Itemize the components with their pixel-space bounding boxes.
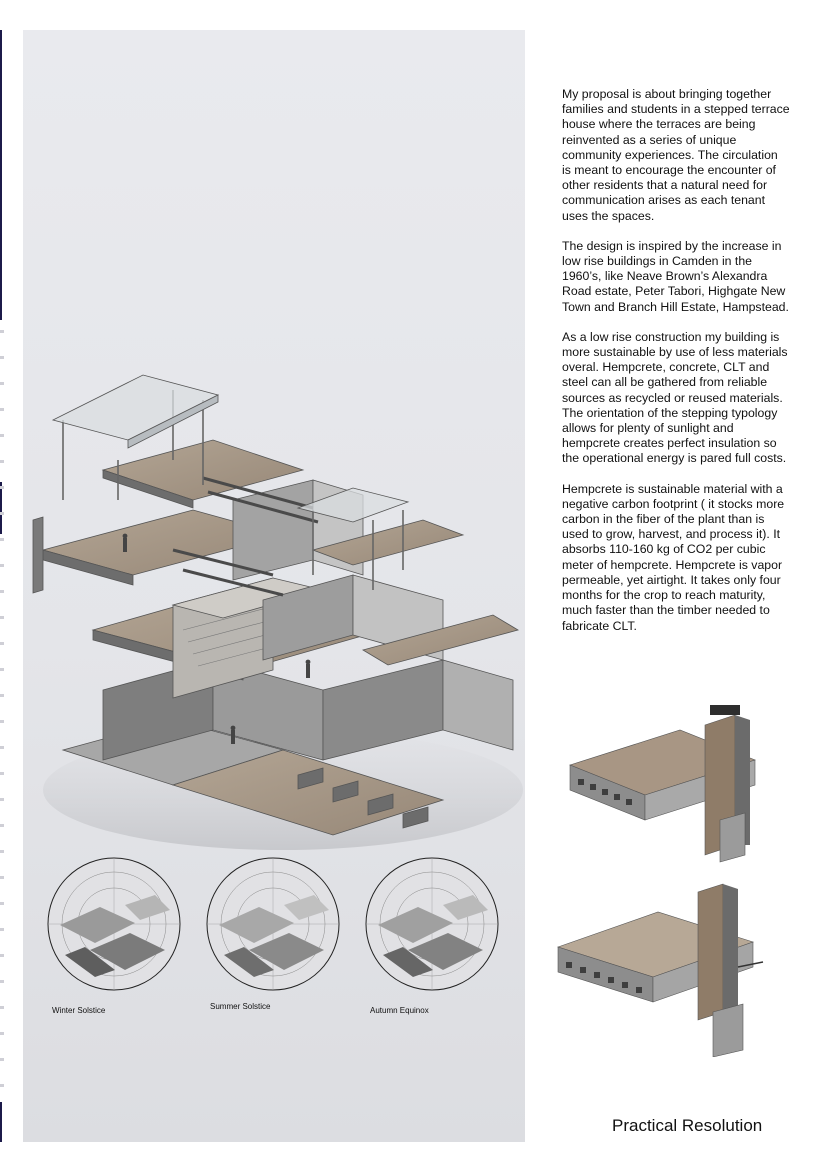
paragraph-sustainability: As a low rise construction my building is more sustainable by use of less materials overal. Hempcrete, concrete, CLT and steel can all be gathered from reliable sources as recycled or reused materials. The orientation of the stepping typology allows for plenty of sunlight and hempcrete creates perfect insulation so the operational energy is pared full costs. [562, 329, 788, 466]
exploded-axonometric-drawing [23, 30, 525, 870]
page-title: Practical Resolution [612, 1116, 763, 1135]
sun-study-label-winter: Winter Solstice [52, 1006, 106, 1015]
construction-detail-1 [560, 695, 785, 865]
edge-tick-marks [0, 330, 4, 1090]
upper-parapet [33, 517, 43, 593]
sun-path-diagram-summer [204, 855, 342, 993]
sun-study-label-autumn: Autumn Equinox [370, 1006, 429, 1015]
lower-wall-end [443, 660, 513, 750]
edge-accent-bar [0, 30, 2, 320]
sun-path-diagram-autumn [363, 855, 501, 993]
proposal-text [562, 87, 790, 649]
upper-level [33, 480, 463, 595]
paragraph-proposal: My proposal is about bringing together families and students in a stepped terrace house where the terraces are being reinvented as a series of unique community experiences. The circulation is meant to encourage the encounter of other residents that a natural need for communication arises as each tenant uses the spaces. [562, 87, 790, 223]
construction-detail-2 [548, 872, 783, 1057]
sun-study-label-summer: Summer Solstice [210, 1002, 271, 1011]
upper-core [233, 480, 313, 580]
edge-accent-bar [0, 1102, 2, 1142]
paragraph-inspiration: The design is inspired by the increase in low rise buildings in Camden in the 1960’s, like Neave Brown’s Alexandra Road estate, Peter Tabori, Highgate New Town and Branch Hill Estate, Hampstead. [562, 238, 789, 314]
paragraph-hempcrete: Hempcrete is sustainable material with a negative carbon footprint ( it stocks more carbon in the fiber of the plant than is used to grow, harvest, and process it). It absorbs 110-160 kg of CO2 per cubic meter of hempcrete. Hempcrete is vapor permeable, yet airtight. It takes only four months for the crop to reach maturity, much faster than the timber needed to fabricate CLT. [562, 481, 785, 633]
sun-path-diagram-winter [45, 855, 183, 993]
drawing-panel [23, 30, 525, 1142]
